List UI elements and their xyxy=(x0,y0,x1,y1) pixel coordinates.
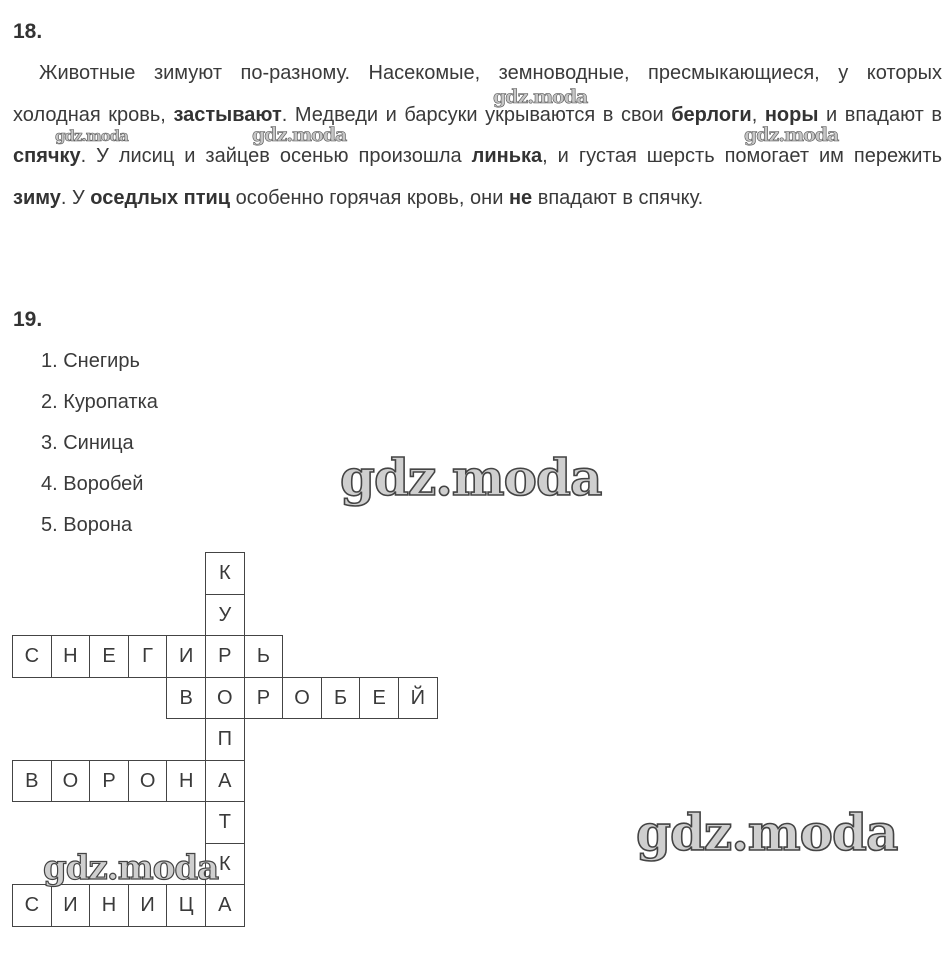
text-segment: , xyxy=(751,103,765,126)
watermark: gdz.moda xyxy=(43,848,219,888)
highlighted-word: линька xyxy=(471,145,543,167)
crossword-cell: Н xyxy=(166,760,206,803)
watermark: gdz.moda xyxy=(744,124,839,146)
watermark: gdz.moda xyxy=(252,124,347,146)
crossword-cell: Р xyxy=(89,760,129,803)
list-item: 3. Синица xyxy=(41,432,134,454)
text-segment: впадают в спячку. xyxy=(532,186,704,209)
crossword-cell: В xyxy=(12,760,52,803)
text-segment: . У лисиц и зайцев осенью произошла xyxy=(80,145,472,167)
watermark: gdz.moda xyxy=(636,803,898,862)
task-18-number: 18. xyxy=(13,20,43,43)
crossword-cell: Р xyxy=(244,677,284,720)
crossword-cell: У xyxy=(205,594,245,637)
crossword-cell: Е xyxy=(89,635,129,678)
answer-list xyxy=(41,341,158,546)
list-item: 4. Воробей xyxy=(41,473,144,495)
crossword-cell: О xyxy=(282,677,322,720)
crossword-cell: О xyxy=(51,760,91,803)
crossword-cell: И xyxy=(51,884,91,927)
crossword-cell: Н xyxy=(51,635,91,678)
crossword-cell: Р xyxy=(205,635,245,678)
list-item: 1. Снегирь xyxy=(41,350,140,372)
crossword-cell: К xyxy=(205,552,245,595)
text-segment: . Медведи и барсуки укрываются в свои xyxy=(281,103,672,126)
text-segment: и впадают в xyxy=(818,103,942,126)
crossword-cell: Й xyxy=(398,677,438,720)
highlighted-word: зиму xyxy=(13,186,61,209)
list-item: 5. Ворона xyxy=(41,514,133,536)
crossword-cell: Ц xyxy=(166,884,206,927)
text-segment: . У xyxy=(60,186,91,209)
crossword-cell: С xyxy=(12,635,52,678)
highlighted-word: берлоги xyxy=(671,103,752,126)
crossword-cell: П xyxy=(205,718,245,761)
task-19-number: 19. xyxy=(13,308,43,331)
crossword-cell: А xyxy=(205,884,245,927)
highlighted-word: не xyxy=(508,186,533,209)
crossword-cell: Ь xyxy=(244,635,284,678)
list-item: 2. Куропатка xyxy=(41,391,158,413)
highlighted-word: спячку xyxy=(13,145,81,167)
crossword-cell: И xyxy=(166,635,206,678)
crossword-cell: И xyxy=(128,884,168,927)
crossword-cell: Т xyxy=(205,801,245,844)
text-segment: , и густая шерсть помогает им пережить xyxy=(542,145,942,167)
crossword-cell: В xyxy=(166,677,206,720)
highlighted-word: норы xyxy=(764,103,819,126)
crossword-cell: А xyxy=(205,760,245,803)
crossword-cell: О xyxy=(205,677,245,720)
crossword-cell: О xyxy=(128,760,168,803)
watermark: gdz.moda xyxy=(493,86,588,108)
crossword-cell: К xyxy=(205,843,245,886)
watermark: gdz.moda xyxy=(340,448,602,507)
highlighted-word: застывают xyxy=(173,103,282,126)
crossword-cell: Н xyxy=(89,884,129,927)
watermark: gdz.moda xyxy=(55,127,128,145)
highlighted-word: оседлых птиц xyxy=(90,186,231,209)
crossword-cell: С xyxy=(12,884,52,927)
crossword-cell: Е xyxy=(359,677,399,720)
task-18-paragraph xyxy=(13,53,942,219)
text-segment: особенно горячая кровь, они xyxy=(230,186,509,209)
text-segment: Животные зимуют по-разному. Насекомые, земноводные, пресмыкающиеся, у которых холодная кровь, xyxy=(13,62,942,126)
crossword-cell: Г xyxy=(128,635,168,678)
crossword-cell: Б xyxy=(321,677,361,720)
